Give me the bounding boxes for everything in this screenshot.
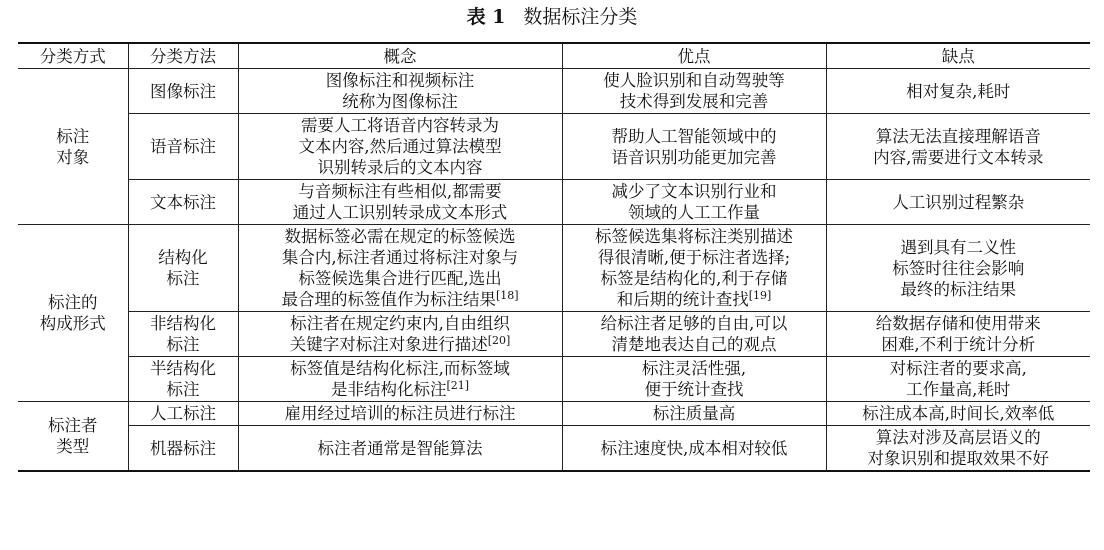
table-header-row	[18, 43, 1090, 69]
method-cell	[128, 180, 238, 225]
concept-cell-text: 雇用经过培训的标注员进行标注	[284, 404, 516, 423]
cons-cell-text: 标注成本高,时间长,效率低	[862, 404, 1055, 423]
method-cell-text: 人工标注	[150, 404, 216, 423]
cons-cell	[826, 114, 1090, 180]
header-category: 分类方式	[18, 43, 128, 69]
table-row	[18, 69, 1090, 114]
cons-cell	[826, 426, 1090, 472]
method-cell	[128, 225, 238, 312]
pros-cell-text: 减少了文本识别行业和 领域的人工工作量	[611, 182, 777, 222]
method-cell-text: 结构化 标注	[158, 248, 208, 288]
method-cell	[128, 402, 238, 426]
cons-cell	[826, 402, 1090, 426]
citation-ref: [18]	[495, 289, 519, 302]
pros-cell	[562, 402, 826, 426]
pros-cell	[562, 180, 826, 225]
pros-cell-text: 标注灵活性强, 便于统计查找	[641, 359, 747, 399]
method-cell	[128, 426, 238, 472]
method-cell-text: 图像标注	[150, 81, 216, 101]
header-pros: 优点	[562, 43, 826, 69]
citation-ref: [19]	[748, 289, 772, 302]
header-method: 分类方法	[128, 43, 238, 69]
concept-cell-text: 与音频标注有些相似,都需要 通过人工识别转录成文本形式	[292, 182, 508, 222]
method-cell	[128, 114, 238, 180]
method-cell-text: 非结构化 标注	[150, 314, 216, 354]
pros-cell	[562, 312, 826, 357]
pros-cell	[562, 426, 826, 472]
header-cons: 缺点	[826, 43, 1090, 69]
concept-cell-text: 数据标签必需在规定的标签候选 集合内,标注者通过将标注对象与 标签候选集合进行匹配,选出 最合理的标签值作为标注结果	[281, 227, 519, 309]
classification-table	[18, 42, 1090, 472]
concept-cell	[238, 402, 562, 426]
pros-cell-text: 帮助人工智能领域中的 语音识别功能更加完善	[611, 126, 777, 167]
citation-ref: [21]	[446, 379, 470, 392]
pros-cell-text: 标签候选集将标注类别描述 得很清晰,便于标注者选择; 标签是结构化的,利于存储 和后期的统计查找	[595, 227, 793, 309]
pros-cell-text: 给标注者足够的自由,可以 清楚地表达自己的观点	[600, 314, 788, 354]
concept-cell	[238, 180, 562, 225]
cons-cell-text: 人工识别过程繁杂	[892, 192, 1025, 212]
method-cell-text: 语音标注	[150, 137, 216, 156]
method-cell	[128, 312, 238, 357]
category-cell: 标注的 构成形式	[18, 225, 128, 402]
pros-cell	[562, 114, 826, 180]
pros-cell	[562, 69, 826, 114]
method-cell	[128, 69, 238, 114]
table-title: 数据标注分类	[523, 6, 638, 28]
cons-cell	[826, 180, 1090, 225]
table-row	[18, 357, 1090, 402]
pros-cell-text: 标注速度快,成本相对较低	[600, 438, 788, 458]
cons-cell-text: 算法对涉及高层语义的 对象识别和提取效果不好	[867, 428, 1049, 468]
table-row	[18, 312, 1090, 357]
table-caption	[0, 4, 1104, 30]
pros-cell-text: 标注质量高	[652, 404, 736, 423]
concept-cell	[238, 426, 562, 472]
category-cell: 标注 对象	[18, 69, 128, 225]
method-cell-text: 半结构化 标注	[150, 359, 216, 399]
table-row	[18, 225, 1090, 312]
method-cell	[128, 357, 238, 402]
category-cell: 标注者 类型	[18, 402, 128, 472]
table-row	[18, 114, 1090, 180]
pros-cell	[562, 225, 826, 312]
concept-cell	[238, 225, 562, 312]
cons-cell-text: 遇到具有二义性 标签时往往会影响 最终的标注结果	[892, 237, 1025, 299]
table-body	[18, 69, 1090, 472]
method-cell-text: 文本标注	[150, 192, 216, 212]
header-concept: 概念	[238, 43, 562, 69]
table-row	[18, 180, 1090, 225]
pros-cell	[562, 357, 826, 402]
method-cell-text: 机器标注	[150, 438, 216, 458]
table-number: 表 1	[466, 6, 506, 28]
cons-cell	[826, 69, 1090, 114]
cons-cell	[826, 357, 1090, 402]
concept-cell-text: 标注者在规定约束内,自由组织 关键字对标注对象进行描述	[289, 314, 510, 354]
cons-cell-text: 对标注者的要求高, 工作量高,耗时	[889, 359, 1027, 399]
cons-cell	[826, 312, 1090, 357]
cons-cell-text: 给数据存储和使用带来 困难,不利于统计分析	[875, 314, 1041, 354]
concept-cell	[238, 69, 562, 114]
concept-cell-text: 标注者通常是智能算法	[317, 438, 483, 458]
cons-cell-text: 算法无法直接理解语音 内容,需要进行文本转录	[873, 126, 1044, 167]
pros-cell-text: 使人脸识别和自动驾驶等 技术得到发展和完善	[603, 71, 785, 111]
concept-cell	[238, 357, 562, 402]
cons-cell	[826, 225, 1090, 312]
citation-ref: [20]	[487, 334, 511, 347]
concept-cell	[238, 114, 562, 180]
concept-cell-text: 图像标注和视频标注 统称为图像标注	[325, 71, 475, 111]
table-row	[18, 426, 1090, 472]
cons-cell-text: 相对复杂,耗时	[906, 81, 1011, 101]
concept-cell-text: 需要人工将语音内容转录为 文本内容,然后通过算法模型 识别转录后的文本内容	[298, 116, 502, 177]
concept-cell	[238, 312, 562, 357]
concept-cell-text: 标签值是结构化标注,而标签域 是非结构化标注	[290, 359, 510, 399]
table-row	[18, 402, 1090, 426]
